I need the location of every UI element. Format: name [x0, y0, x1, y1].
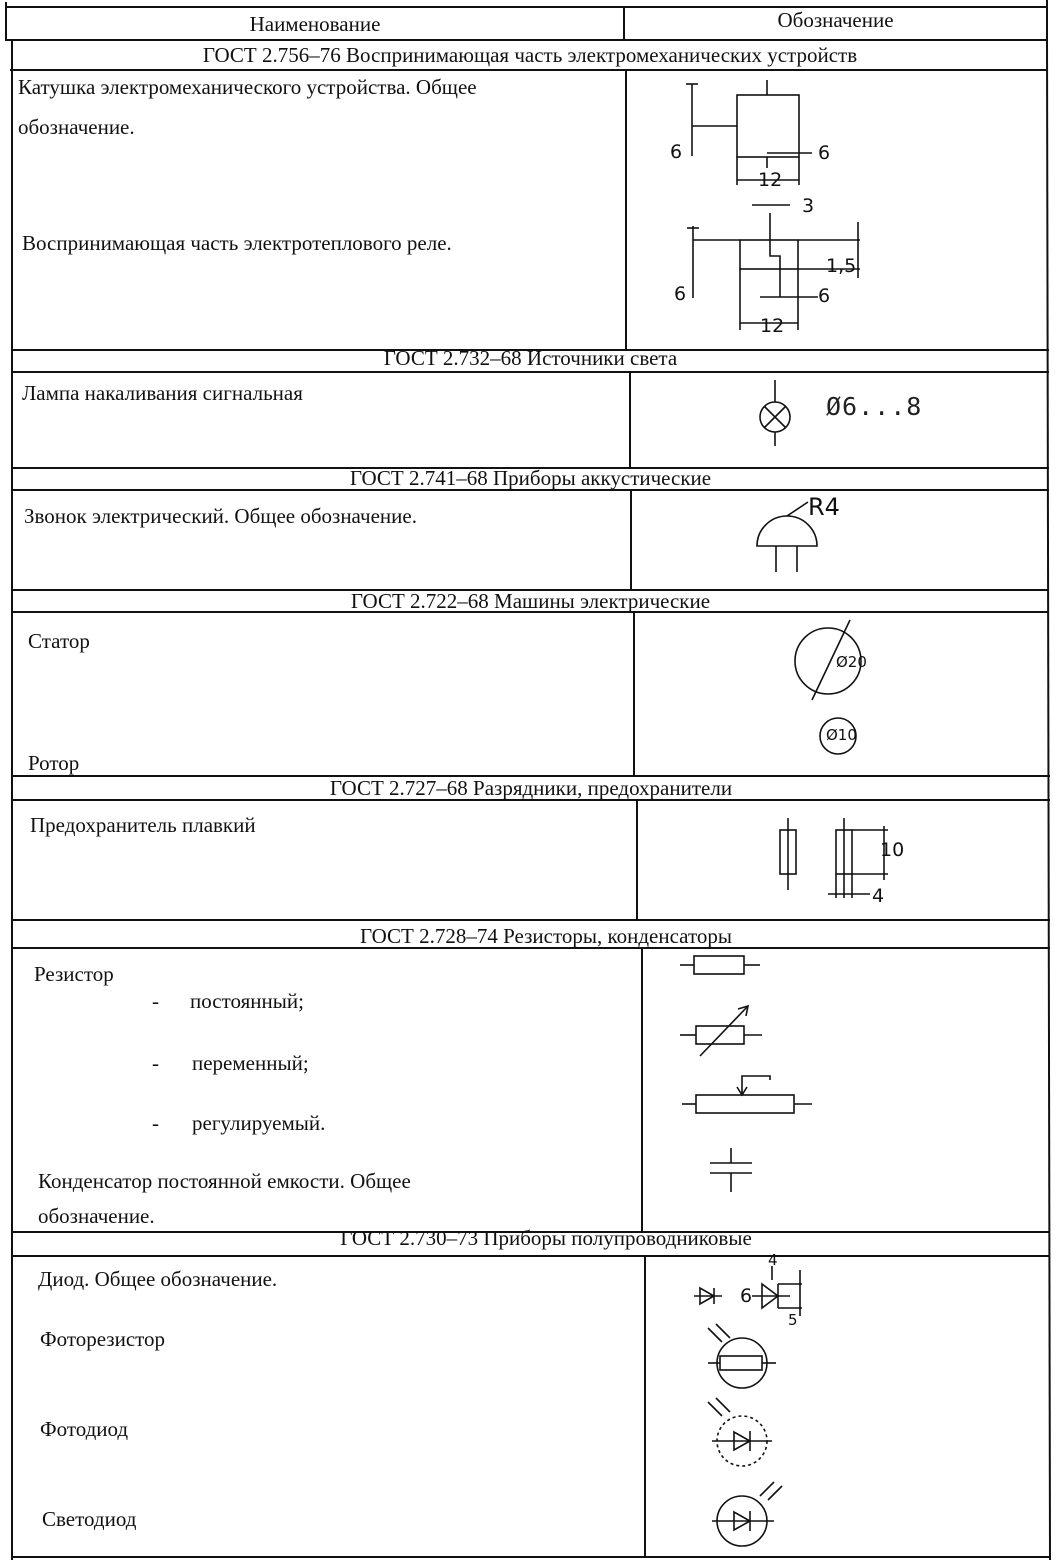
fuse-width-dimension: 4	[872, 885, 885, 907]
bell-radius-label: R4	[808, 493, 840, 521]
column-header-symbol: Обозначение	[777, 8, 894, 32]
section-title: ГОСТ 2.730–73 Приборы полупроводниковые	[340, 1226, 752, 1250]
capacitor-symbol	[710, 1148, 752, 1192]
coil-width-dimension: 12	[758, 169, 783, 191]
resistor-constant: постоянный;	[190, 989, 304, 1013]
diode-name: Диод. Общее обозначение.	[38, 1267, 278, 1291]
list-bullet: -	[152, 989, 159, 1013]
relay-width-dimension: 12	[760, 315, 785, 337]
relay-side-dimension: 6	[674, 283, 687, 305]
lamp-name: Лампа накаливания сигнальная	[22, 381, 303, 405]
column-header-name: Наименование	[249, 12, 381, 36]
section-title: ГОСТ 2.728–74 Резисторы, конденсаторы	[360, 924, 732, 948]
relay-height-dimension: 1,5	[826, 255, 857, 277]
resistor-variable: переменный;	[192, 1051, 309, 1075]
stator-name: Статор	[28, 629, 90, 653]
relay-name: Воспринимающая часть электротеплового реле.	[22, 231, 452, 255]
section-title: ГОСТ 2.756–76 Воспринимающая часть электромеханических устройств	[202, 43, 858, 67]
photoresistor-name: Фоторезистор	[40, 1327, 166, 1351]
list-bullet: -	[152, 1111, 159, 1135]
diode-side-dimension: 6	[740, 1285, 753, 1307]
resistor-adjustable: регулируемый.	[192, 1111, 326, 1135]
rotor-diameter-label: Ø10	[826, 726, 857, 744]
resistor-name: Резистор	[34, 962, 114, 986]
resistor-constant-symbol	[680, 956, 760, 974]
capacitor-name-line1: Конденсатор постоянной емкости. Общее	[38, 1169, 411, 1193]
coil-tail-dimension: 6	[818, 142, 831, 164]
resistor-adjustable-symbol	[682, 1076, 812, 1113]
photoresistor-symbol	[708, 1324, 776, 1388]
relay-tail-dimension: 6	[818, 285, 831, 307]
section-title: ГОСТ 2.727–68 Разрядники, предохранители	[329, 776, 733, 800]
lamp-diameter-label: Ø6...8	[826, 392, 923, 421]
fuse-name: Предохранитель плавкий	[30, 813, 256, 837]
lamp-symbol	[760, 380, 790, 446]
diode-top-dimension: 4	[768, 1251, 778, 1269]
photodiode-name: Фотодиод	[40, 1417, 129, 1441]
coil-name-line2: обозначение.	[18, 115, 135, 139]
led-symbol	[712, 1482, 782, 1546]
fuse-height-dimension: 10	[880, 839, 905, 861]
rotor-name: Ротор	[28, 751, 80, 775]
capacitor-name-line2: обозначение.	[38, 1204, 155, 1228]
led-name: Светодиод	[42, 1507, 137, 1531]
section-title: ГОСТ 2.741–68 Приборы аккустические	[349, 466, 712, 490]
resistor-variable-symbol	[680, 1006, 762, 1056]
coil-side-dimension: 6	[670, 141, 683, 163]
section-title: ГОСТ 2.732–68 Источники света	[383, 346, 678, 370]
stator-diameter-label: Ø20	[836, 653, 867, 671]
coil-symbol	[686, 80, 812, 185]
coil-name-line1: Катушка электромеханического устройства. Общее	[18, 75, 477, 99]
list-bullet: -	[152, 1051, 159, 1075]
photodiode-symbol	[708, 1398, 772, 1466]
bell-name: Звонок электрический. Общее обозначение.	[24, 504, 417, 528]
relay-top-dimension: 3	[802, 195, 815, 217]
section-title: ГОСТ 2.722–68 Машины электрические	[350, 589, 711, 613]
diode-low-dimension: 5	[788, 1311, 798, 1329]
